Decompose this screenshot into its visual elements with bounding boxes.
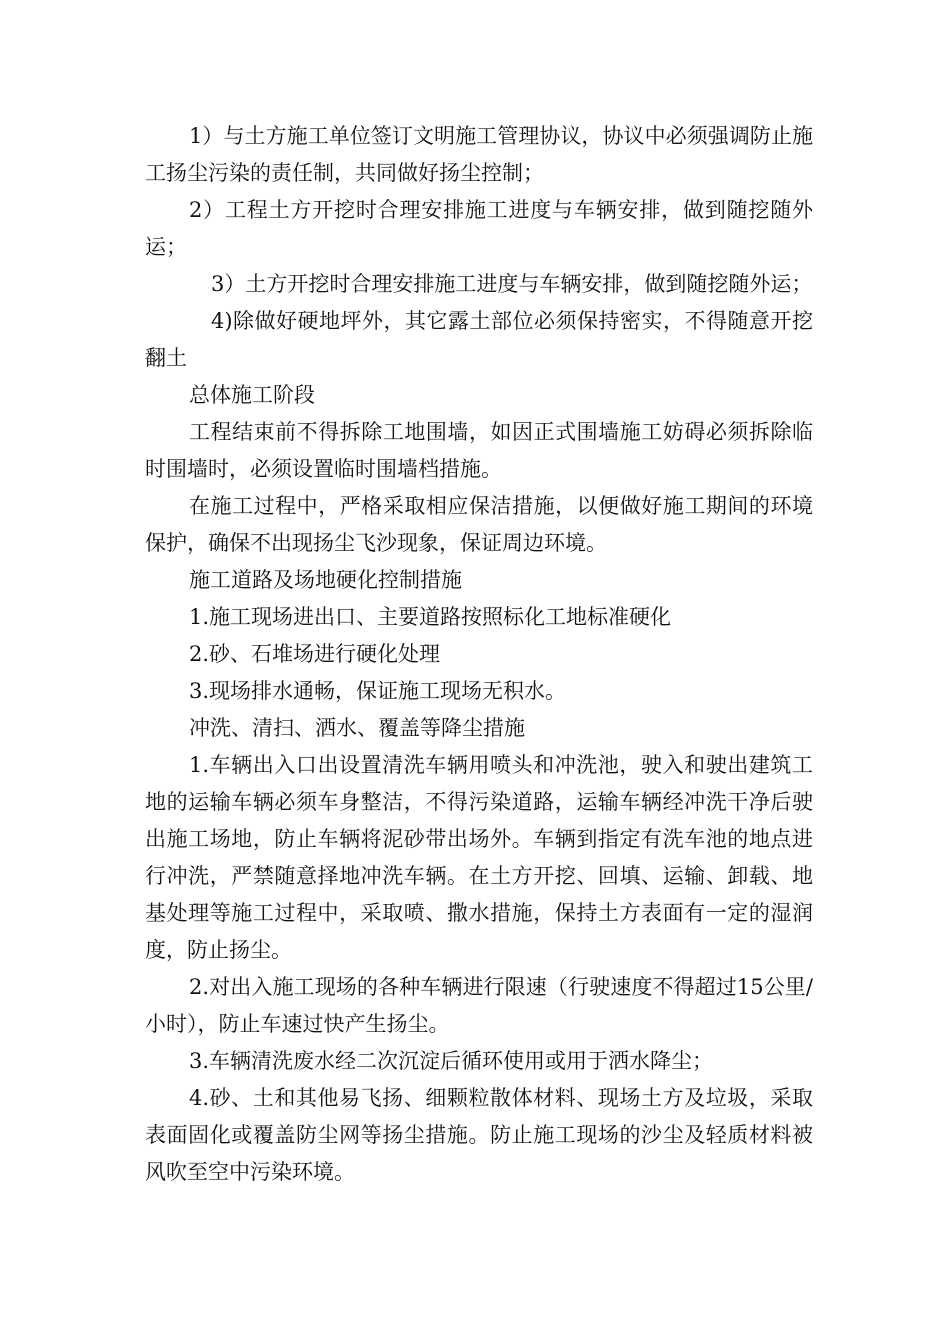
section-heading-overall-stage: 总体施工阶段 [189, 383, 315, 407]
list-item-dust-2: 2.对出入施工现场的各种车辆进行限速（行驶速度不得超过15公里/小时），防止车速过快产生扬尘。 [145, 975, 813, 1036]
paragraph-item-1: 1）与土方施工单位签订文明施工管理协议，协议中必须强调防止施工扬尘污染的责任制，共同做好扬尘控制； [145, 124, 813, 185]
section-heading-road-hardening: 施工道路及场地硬化控制措施 [189, 568, 462, 592]
list-item-dust-1: 1.车辆出入口出设置清洗车辆用喷头和冲洗池，驶入和驶出建筑工地的运输车辆必须车身整洁，不得污染道路，运输车辆经冲洗干净后驶出施工场地，防止车辆将泥砂带出场外。车辆到指定有洗车池的地点进行冲洗，严禁随意择地冲洗车辆。在土方开挖、回填、运输、卸载、地基处理等施工过程中，采取喷、撒水措施，保持土方表面有一定的湿润度，防止扬尘。 [145, 753, 813, 962]
list-item-road-2: 2.砂、石堆场进行硬化处理 [189, 642, 441, 666]
list-item-road-3: 3.现场排水通畅，保证施工现场无积水。 [189, 679, 567, 703]
list-item-dust-3: 3.车辆清洗废水经二次沉淀后循环使用或用于洒水降尘； [189, 1049, 714, 1073]
paragraph-item-2: 2）工程土方开挖时合理安排施工进度与车辆安排，做到随挖随外运； [145, 198, 813, 259]
paragraph-cleaning-measures: 在施工过程中，严格采取相应保洁措施，以便做好施工期间的环境保护，确保不出现扬尘飞沙现象，保证周边环境。 [145, 494, 813, 555]
list-item-road-1: 1.施工现场进出口、主要道路按照标化工地标准硬化 [189, 605, 672, 629]
paragraph-item-3: 3）土方开挖时合理安排施工进度与车辆安排，做到随挖随外运； [211, 272, 813, 296]
paragraph-item-4: 4)除做好硬地坪外，其它露土部位必须保持密实，不得随意开挖翻土 [145, 309, 813, 370]
section-heading-dust-reduction: 冲洗、清扫、洒水、覆盖等降尘措施 [189, 716, 525, 740]
document-page [145, 118, 813, 1191]
list-item-dust-4: 4.砂、土和其他易飞扬、细颗粒散体材料、现场土方及垃圾，采取表面固化或覆盖防尘网等扬尘措施。防止施工现场的沙尘及轻质材料被风吹至空中污染环境。 [145, 1086, 813, 1184]
paragraph-wall-removal: 工程结束前不得拆除工地围墙，如因正式围墙施工妨碍必须拆除临时围墙时，必须设置临时围墙档措施。 [145, 420, 813, 481]
